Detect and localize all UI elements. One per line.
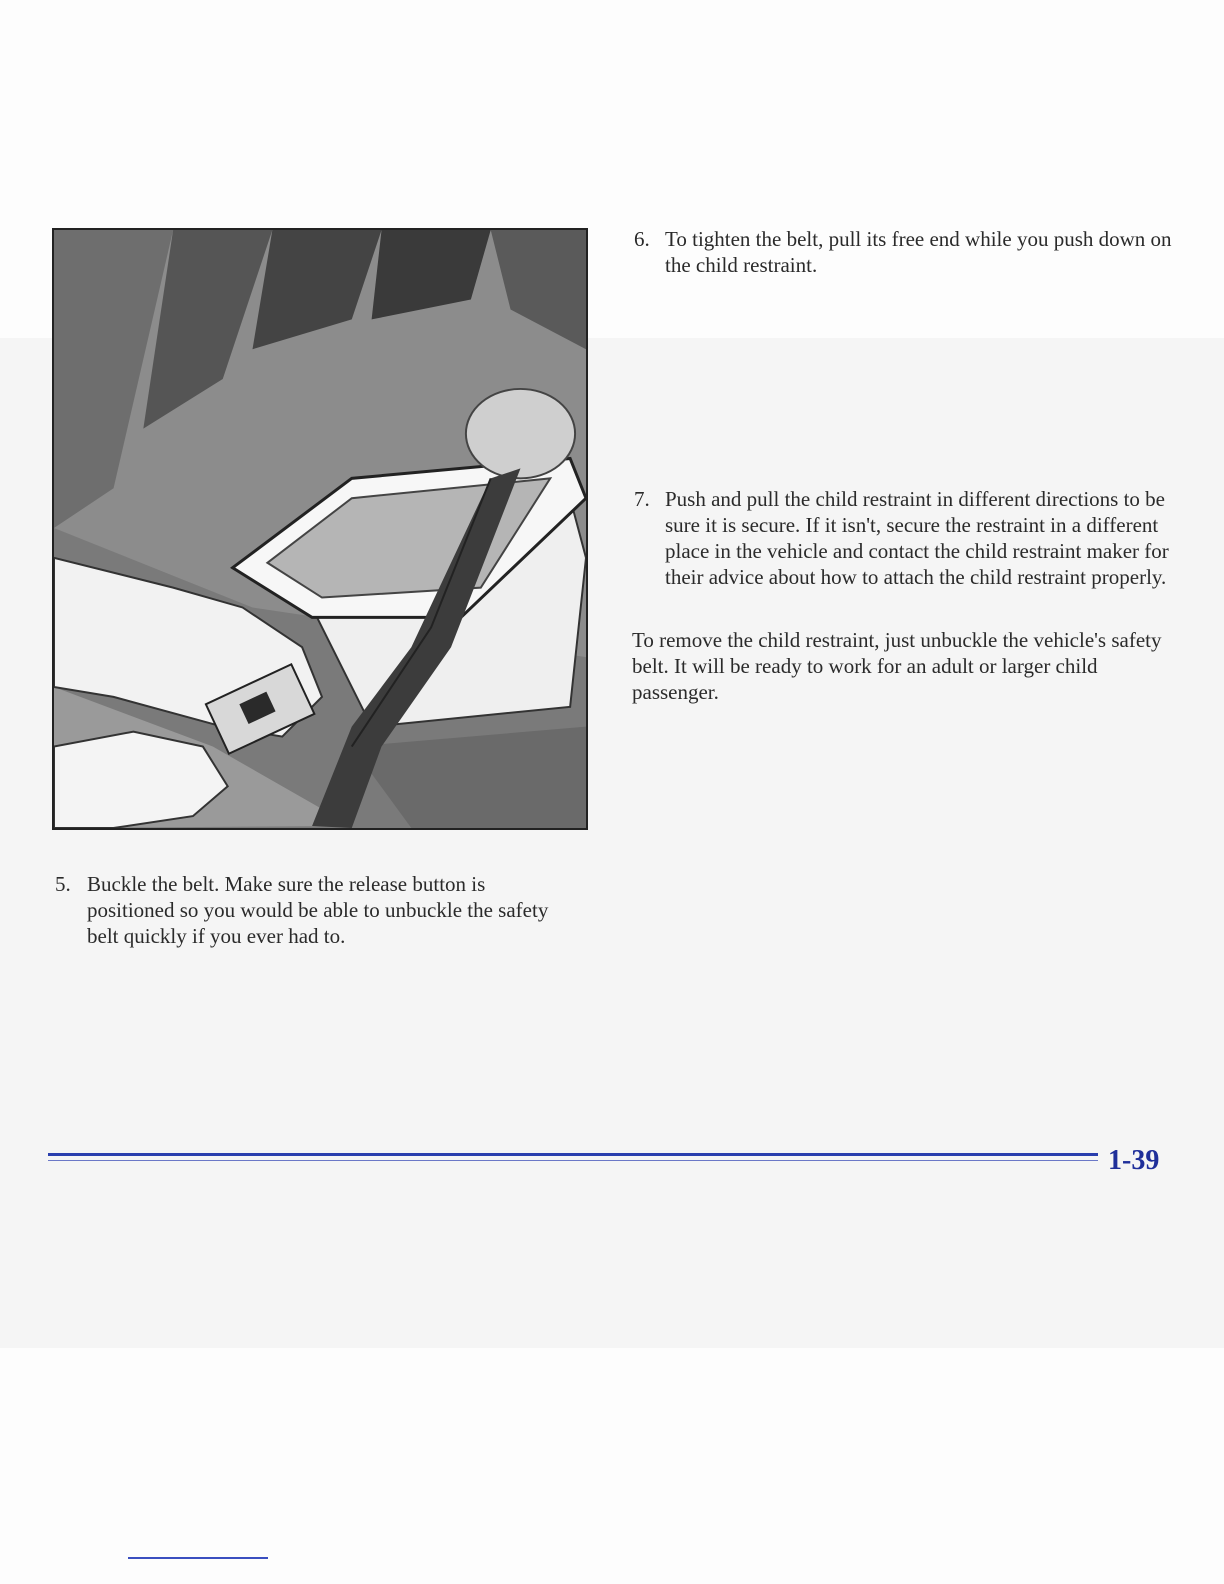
- child-restraint-buckle-illustration-icon: [54, 230, 586, 828]
- remove-restraint-paragraph: To remove the child restraint, just unbuckle the vehicle's safety belt. It will be ready to work for an adult or larger child passenger.: [632, 628, 1162, 704]
- step-7-number: 7.: [634, 487, 650, 511]
- footer-link-underline: [128, 1557, 268, 1559]
- step-6-text: To tighten the belt, pull its free end while you push down on the child restraint.: [665, 227, 1172, 277]
- step-6: [634, 226, 1174, 278]
- step-7: [634, 486, 1174, 590]
- footer-rule-thin: [48, 1160, 1098, 1161]
- page-number: 1-39: [1108, 1145, 1160, 1176]
- step-6-number: 6.: [634, 227, 650, 251]
- step-5-text: Buckle the belt. Make sure the release button is positioned so you would be able to unbuckle the safety belt quickly if you ever had to.: [87, 872, 549, 948]
- child-restraint-illustration: [52, 228, 588, 830]
- step-7-text: Push and pull the child restraint in different directions to be sure it is secure. If it isn't, secure the restraint in a different place in the vehicle and contact the child restraint maker for their advice about how to attach the child restraint properly.: [665, 487, 1169, 589]
- footer-rule: [48, 1153, 1098, 1156]
- step-5-number: 5.: [55, 872, 71, 896]
- step-5: [55, 871, 555, 949]
